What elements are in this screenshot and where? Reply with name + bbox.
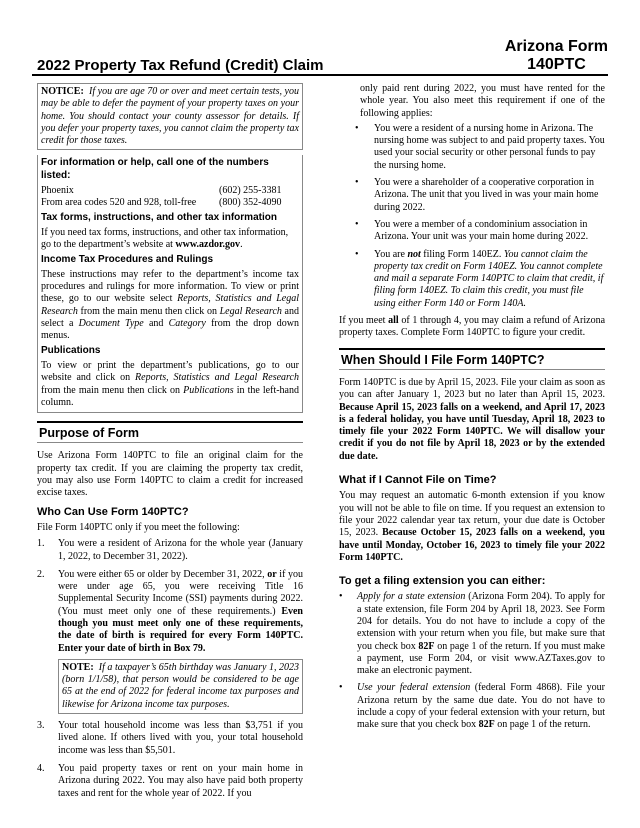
list-text: if you were under age 65, you were receiving Title 16 Supplemental Security Income (SSI) payments during 2022. (You must meet only one of these requirements.) [58, 568, 304, 617]
list-number: 3. [37, 720, 45, 732]
bullet-icon: • [355, 248, 359, 260]
when-text [339, 377, 605, 463]
list-text: You were a shareholder of a cooperative corporation in Arizona. The unit that you lived in was your main home during 2022. [374, 177, 599, 213]
phone-number: (602) 255-3381 [219, 185, 282, 197]
cannot-file-text [339, 490, 605, 564]
list-item [37, 569, 303, 714]
document-title: 2022 Property Tax Refund (Credit) Claim [37, 57, 324, 74]
forms-text [41, 227, 299, 252]
who-heading: Who Can Use Form 140PTC? [37, 505, 189, 518]
list-text: not [407, 248, 421, 260]
notice-box [37, 83, 303, 150]
list-item [339, 249, 605, 310]
list-text: You were either 65 or older by December 31, 2022, [58, 568, 268, 580]
note-box [58, 659, 303, 714]
text-run: from the drop down menus. [41, 318, 299, 342]
text-run: Category [168, 318, 206, 330]
list-text: Apply for a state extension [357, 591, 466, 603]
list-item [339, 123, 605, 172]
forms-heading: Tax forms, instructions, and other tax information [41, 211, 277, 223]
text-run: If you meet [339, 315, 389, 327]
title-rule [32, 74, 608, 76]
list-item [339, 177, 605, 214]
list-text: on page 1 of the return. [494, 719, 591, 731]
bullet-icon: • [355, 177, 359, 189]
purpose-text: Use Arizona Form 140PTC to file an original claim for the property tax credit. If you are claiming the property tax credit, you may also use Form 140PTC to claim a credit for increased excise taxes. [37, 450, 303, 499]
procedures-text [41, 269, 299, 343]
list-text: You were a member of a condominium association in Arizona. Your unit was your main home during 2022. [374, 218, 589, 243]
list-text: Your total household income was less than $3,751 if you lived alone. If others lived with you, your total household income was less than $5,501. [58, 720, 303, 756]
publications-text [41, 360, 299, 409]
text-run: Form 140PTC is due by April 15, 2023. File your claim as soon as you can after January 1, 2023 but no later than April 15, 2023. [339, 376, 605, 401]
list-number: 4. [37, 762, 45, 774]
list-text: You were a resident of a nursing home in Arizona. The nursing home was subject to and paid property taxes. You used your social security or other personal funds to pay the nursing home. [374, 122, 605, 171]
info-box [37, 155, 303, 413]
procedures-heading: Income Tax Procedures and Rulings [41, 253, 214, 265]
text-run: in the left-hand column. [41, 384, 299, 408]
list-text: Even though you must meet only one of these requirements, the date of birth is required for every Form 140PTC. Enter your date of birth in Box 79. [58, 605, 303, 654]
phone-row [41, 197, 299, 209]
situation-list [339, 123, 605, 310]
extension-list [339, 591, 605, 731]
text-run: Document Type [78, 318, 144, 330]
form-number: 140PTC [527, 56, 586, 73]
list-item [37, 763, 303, 800]
list-text: on page 1 of the return. If you must make a payment, use Form 204, or visit www.AZTaxes.gov to make an electronic payment. [357, 640, 605, 677]
text-run: Reports, Statistics and Legal Research [41, 293, 299, 317]
info-heading: For information or help, call one of the numbers listed: [41, 157, 269, 181]
phone-number: (800) 352-4090 [219, 197, 282, 209]
cannot-file-heading: What if I Cannot File on Time? [339, 474, 497, 487]
text-run: all [388, 315, 399, 327]
text-run: Because April 15, 2023 falls on a weekend, and April 17, 2023 is a federal holiday, you have until Tuesday, April 18, 2023 to timely file your 2022 Form 140PTC. We will disallow your credit if you do not file by April 18, 2023 or by the extended due date. [339, 401, 605, 462]
list-text: You cannot claim the property tax credit on Form 140EZ. You cannot complete and mail a separate Form 140PTC to claim that credit, if filing form 140EZ. To claim this credit, you must file using either Form 140 or Form 140A. [374, 248, 604, 309]
list-item [339, 219, 605, 244]
website-link[interactable]: www.azdor.gov [175, 239, 241, 251]
note-text: If a taxpayer’s 65th birthday was January 1, 2023 (born 1/1/58), that person would be considered to be age 65 at the end of 2022 for federal income tax purposes and likewise for Arizona income tax purposes. [62, 661, 299, 710]
text-run: You may request an automatic 6-month extension if you know you will not be able to file on time. If you request an extension to file your 2022 calendar year tax return, your due date is October 15, 2023. [339, 490, 605, 539]
form-title [505, 38, 608, 74]
list-text: 82F [418, 640, 435, 652]
notice-label: NOTICE: [41, 86, 84, 97]
left-column [37, 83, 303, 806]
list-text: You were a resident of Arizona for the whole year (January 1, 2022, to December 31, 2022). [58, 538, 303, 562]
forms-text-b: . [240, 239, 243, 251]
requirements-list [37, 538, 303, 800]
list-text: Use your federal extension [357, 682, 471, 694]
list-number: 2. [37, 568, 45, 580]
forms-text-a: If you need tax forms, instructions, and other tax information, go to the department’s website at [41, 226, 289, 251]
text-run: These instructions may refer to the department’s income tax procedures and rulings for more information. To view or print these, go to our website select [41, 268, 299, 305]
bullet-icon: • [355, 122, 359, 134]
list-text: You are [374, 248, 408, 260]
right-column [339, 83, 605, 737]
text-run: Because October 15, 2023 falls on a weekend, you have until Monday, October 16, 2023 to timely file your 2022 Form 140PTC. [339, 527, 605, 563]
purpose-heading: Purpose of Form [37, 421, 303, 443]
notice-text: If you are age 70 or over and meet certain tests, you may be able to defer the payment of your property taxes on your home. You should contact your county assessor for details. If you defer your property taxes, you cannot claim the property tax credit for those taxes. [41, 86, 299, 147]
meet-text [339, 315, 605, 340]
list-text: 82F [478, 719, 495, 731]
list-text: (federal Form 4868). File your Arizona return by the same due date. You do not have to include a copy of your federal extension with your return, but make sure that you check box [357, 682, 605, 731]
text-run: To view or print the department’s publications, go to our website and click on [41, 359, 299, 384]
when-heading: When Should I File Form 140PTC? [339, 348, 605, 370]
list-text: or [267, 568, 277, 580]
list-text: (Arizona Form 204). To apply for a state extension, file Form 204 by April 18, 2023. See Form 204 for details. You do not have to include a copy of the extension with your return when you file, but make sure that you check box [357, 591, 605, 652]
list-text: You paid property taxes or rent on your main home in Arizona during 2022. You may also have paid both property taxes and rent for the whole year of 2022. If you [58, 762, 303, 799]
publications-heading: Publications [41, 344, 101, 356]
continued-text: only paid rent during 2022, you must have rented for the whole year. You also meet this requirement if one of the following applies: [360, 83, 605, 119]
text-run: Legal Research [219, 305, 282, 317]
list-item [339, 591, 605, 677]
bullet-icon: • [355, 218, 359, 230]
text-run: from the main menu then click on [41, 384, 184, 396]
note-label: NOTE: [62, 661, 94, 673]
list-item [37, 538, 303, 563]
text-run: and select a [41, 305, 299, 330]
list-number: 1. [37, 538, 45, 550]
text-run: and [143, 318, 169, 330]
who-intro: File Form 140PTC only if you meet the following: [37, 521, 240, 533]
text-run: of 1 through 4, you may claim a refund of Arizona property taxes. Complete Form 140PTC to figure your credit. [339, 315, 606, 339]
phone-row [41, 185, 299, 197]
bullet-icon: • [339, 682, 343, 694]
text-run: from the main menu then click on [77, 305, 220, 317]
text-run: Reports, Statistics and Legal Research [135, 372, 299, 384]
phone-label: From area codes 520 and 928, toll-free [41, 197, 197, 209]
extension-heading: To get a filing extension you can either: [339, 575, 546, 588]
list-item [339, 682, 605, 731]
text-run: Publications [183, 384, 234, 396]
list-item [37, 720, 303, 757]
bullet-icon: • [339, 591, 343, 603]
form-name: Arizona Form [504, 38, 608, 55]
phone-label: Phoenix [41, 185, 74, 197]
list-text: filing Form 140EZ. [420, 248, 504, 260]
